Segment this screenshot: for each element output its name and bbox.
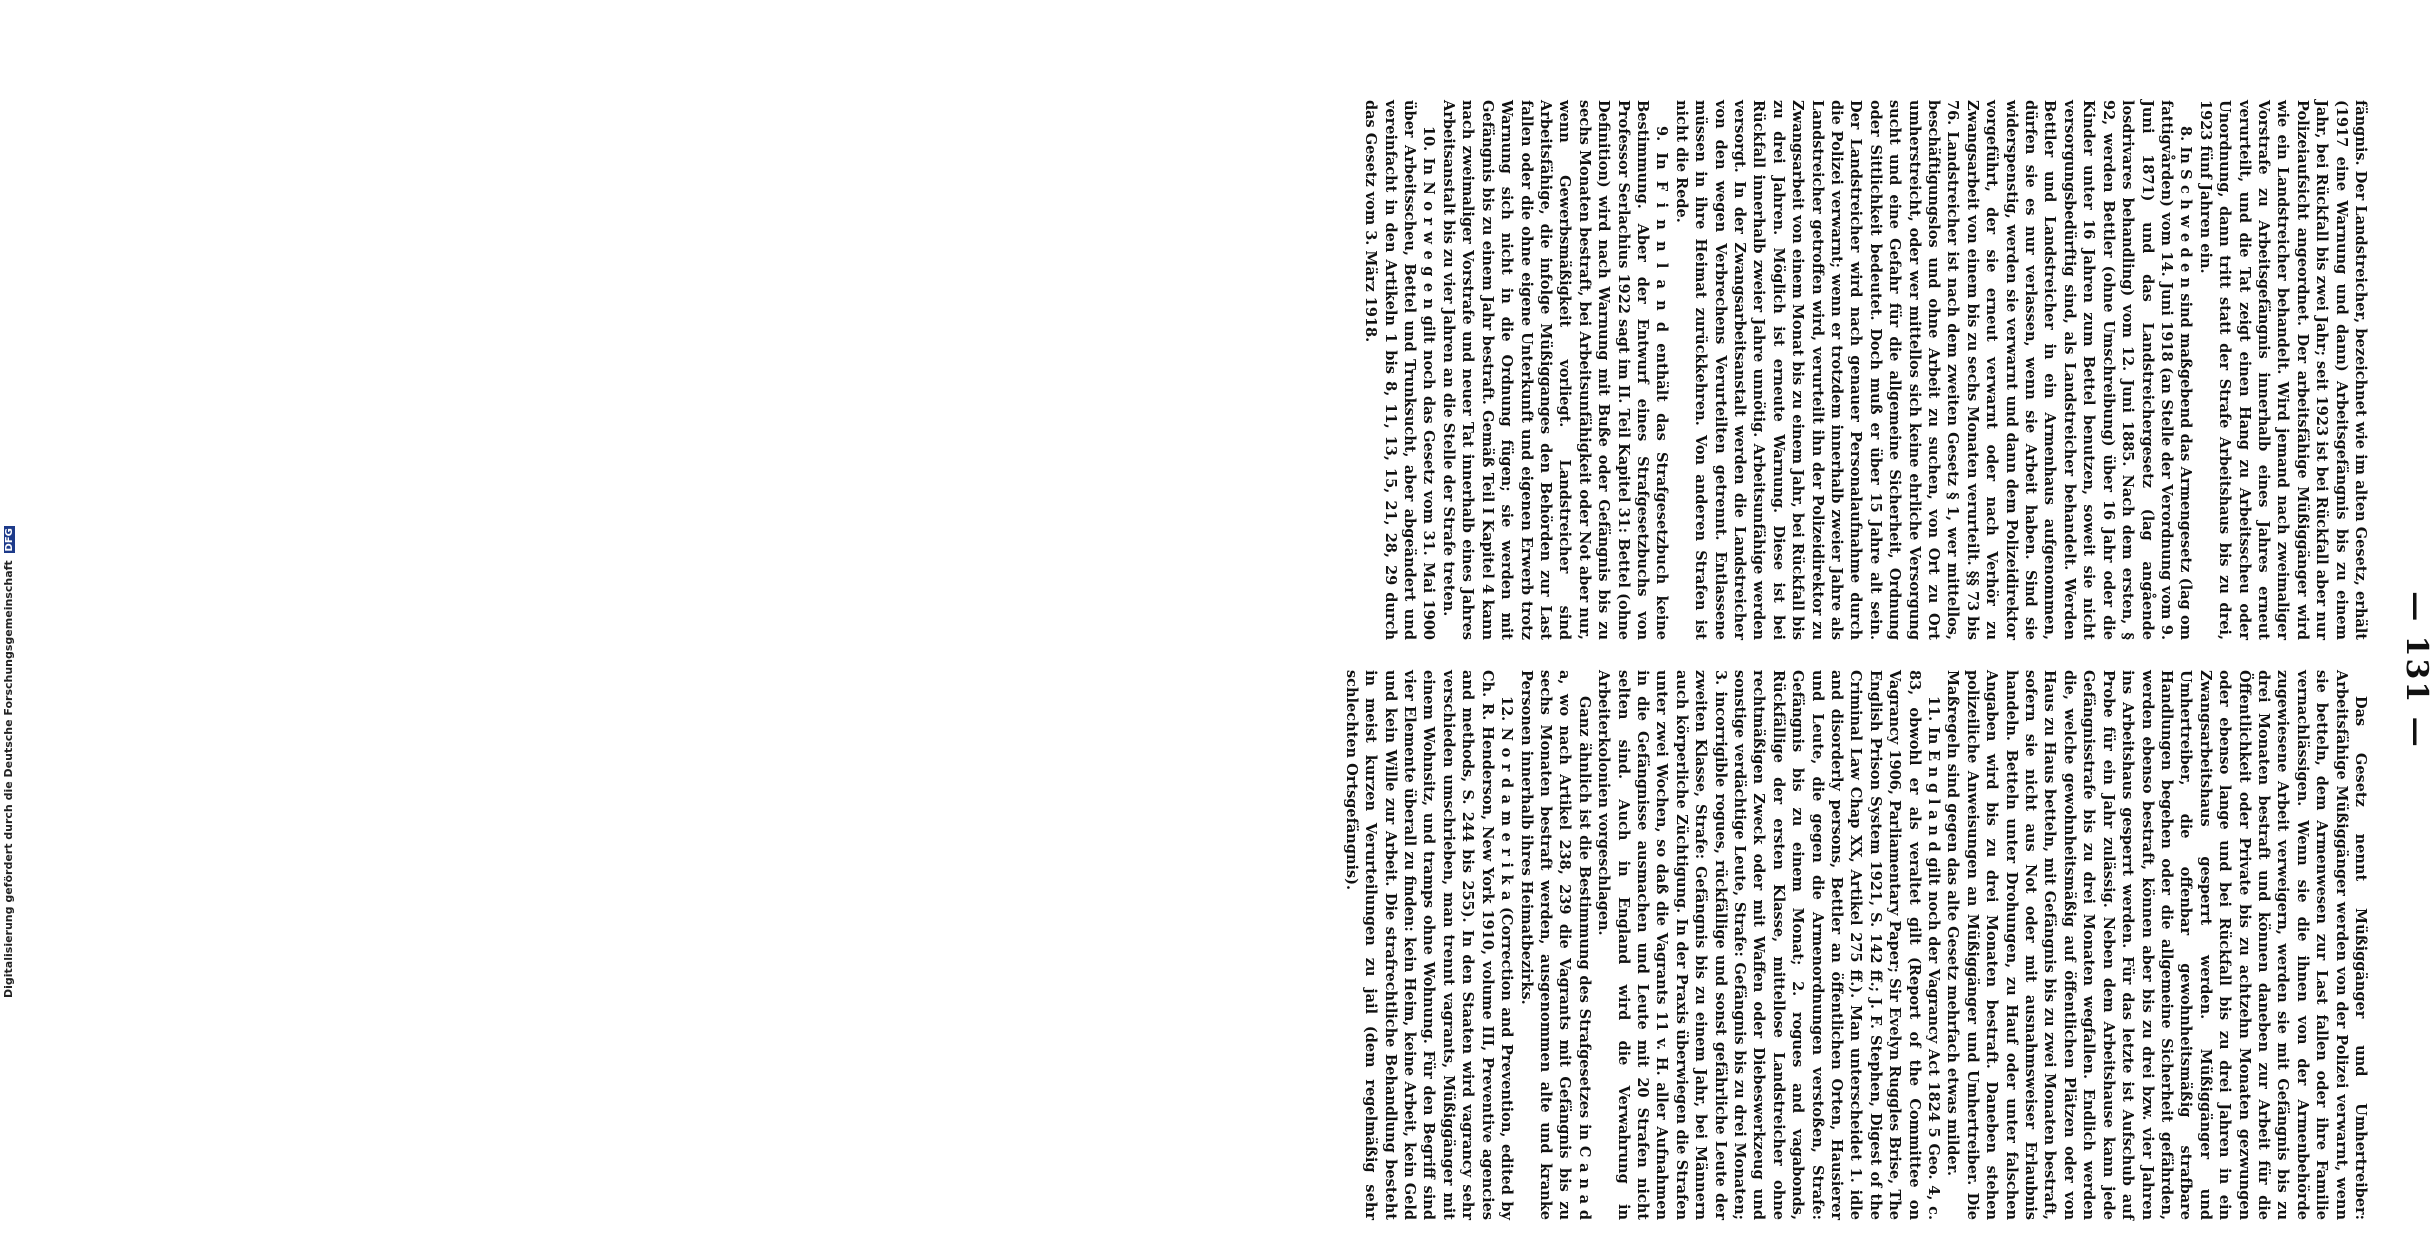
paragraph: 9. In F i n n l a n d enthält das Strafgesetzbuch keine Bestimmung. Aber der Entwurf eines Strafgesetzbuchs von Professor Serlachius 1922 sagt im II. Teil Kapitel 31: Bettel (ohne Definition) wird nach Warnung mit Buße oder Gefängnis bis zu sechs Monaten bestraft, bei Arbeitsunfähigkeit oder Not aber nur, wenn Gewerbsmäßigkeit vorliegt. Landstreicher sind Arbeitsfähige, die infolge Müßigganges den Behörden zur Last fallen oder die ohne eigene Unterkunft und eigenen Erwerb trotz Warnung sich nicht in die Ordnung fügen; sie werden mit Gefängnis bis zu einem Jahr bestraft. Gemäß Teil I Kapitel 4 kann nach zweimaliger Vorstrafe und neuer Tat innerhalb eines Jahres Arbeitsanstalt bis zu vier Jahren an die Stelle der Strafe treten. bbox=[1439, 100, 1671, 640]
left-column bbox=[1362, 100, 2370, 640]
dfg-logo: DFG bbox=[4, 528, 15, 552]
paragraph: Das Gesetz nennt Müßiggänger und Umhertreiber: Arbeitsfähige Müßiggänger werden von der Polizei verwarnt, wenn sie betteln, dem Armenwesen zur Last fallen oder ihre Familie vernachlässigen. Wenn sie die ihnen von der Armenbehörde zugewiesene Arbeit verweigern, werden sie mit Gefängnis bis zu drei Monaten bestraft und können daneben zur Arbeit für die Öffentlichkeit oder Private bis zu achtzehn Monaten gezwungen oder ebenso lange und bei Rückfall bis zu drei Jahren in ein Zwangsarbeitshaus gesperrt werden. Müßiggänger und Umhertreiber, die offenbar gewohnheitsmäßig strafbare Handlungen begehen oder die allgemeine Sicherheit gefährden, werden ebenso bestraft, können aber bis zu drei bzw. vier Jahren ins Arbeitshaus gesperrt werden. Für das letzte ist Aufschub auf Probe für ein Jahr zulässig. Neben dem Arbeitshause kann jede Gefängnisstrafe bis zu drei Monaten wegfallen. Endlich werden die, welche gewohnheitsmäßig auf öffentlichen Plätzen oder von Haus zu Haus betteln, mit Gefängnis bis zu zwei Monaten bestraft, sofern sie nicht aus Not oder mit ausnahmsweiser Erlaubnis handeln. Betteln unter Drohungen, zu Hauf oder unter falschen Angaben wird bis zu drei Monaten bestraft. Daneben stehen polizeiliche Anweisungen an Müßiggänger und Umhertreiber. Die Maßregeln sind gegen das alte Gesetz mehrfach etwas milder. bbox=[1944, 670, 2369, 1220]
paragraph: 8. In S c h w e d e n sind maßgebend das Armengesetz (lag om fattigvården) vom 14. Juni 1918 (an Stelle der Verordnung vom 9. Juni 1871) und das Landstreichergesetz (lag angående losdrivares behandling) vom 12. Juni 1885. Nach dem ersten, § 92, werden Bettler (ohne Umschreibung) über 16 Jahr oder die Kinder unter 16 Jahren zum Bettel benutzen, soweit sie nicht versorgungsbedürftig sind, als Landstreicher behandelt. Werden Bettler und Landstreicher in ein Armenhaus aufgenommen, dürfen sie es nur verlassen, wenn sie Arbeit haben. Sind sie widerspenstig, werden sie verwarnt und dann dem Polizeidirektor vorgeführt, der sie erneut verwarnt oder nach Verhör zu Zwangsarbeit von einem bis zu sechs Monaten verurteilt. §§ 73 bis 76. Landstreicher ist nach dem zweiten Gesetz § 1, wer mittellos, beschäftigungslos und ohne Arbeit zu suchen, von Ort zu Ort umherstreicht, oder wer mittellos sich keine ehrliche Versorgung sucht und eine Gefahr für die allgemeine Sicherheit, Ordnung oder Sittlichkeit bedeutet. Doch muß er über 15 Jahre alt sein. Der Landstreicher wird nach genauer Personalaufnahme durch die Polizei verwarnt; wenn er trotzdem innerhalb zweier Jahre als Landstreicher getroffen wird, verurteilt ihn der Polizeidirektor zu Zwangsarbeit von einem Monat bis zu einem Jahr, bei Rückfall bis zu drei Jahren. Möglich ist erneute Warnung. Diese ist bei Rückfall innerhalb zweier Jahre unnötig. Arbeitsunfähige werden versorgt. In der Zwangsarbeitsanstalt werden die Landstreicher von den wegen Verbrechens Verurteilten getrennt. Entlassene müssen in ihre Heimat zurückkehren. Von anderen Strafen ist nicht die Rede. bbox=[1672, 100, 2195, 640]
paragraph: 12. N o r d a m e r i k a (Correction and Prevention, edited by Ch. R. Henderson, New York 1910, volume III, Preventive agencies and methods, S. 244 bis 255). In den Staaten wird vagrancy sehr verschieden umschrieben, man trennt vagrants, Müßiggänger mit einem Wohnsitz, und tramps ohne Wohnung. Für den Begriff sind vier Elemente überall zu finden: kein Heim, keine Arbeit, kein Geld und kein Wille zur Arbeit. Die strafrechtliche Behandlung besteht in meist kurzen Verurteilungen zu jail (dem regelmäßig sehr schlechten Ortsgefängnis). bbox=[1342, 670, 1516, 1220]
digitization-credit bbox=[2, 528, 18, 998]
paragraph: fängnis. Der Landstreicher, bezeichnet wie im alten Gesetz, erhält (1917 eine Warnung und dann) Arbeitsgefängnis bis zu einem Jahr, bei Rückfall bis zwei Jahr; seit 1923 ist bei Rückfall aber nur Polizeiaufsicht angeordnet. Der arbeitsfähige Müßiggänger wird wie ein Landstreicher behandelt. Wird jemand nach zweimaliger Vorstrafe zu Arbeitsgefängnis innerhalb eines Jahres erneut verurteilt, und die Tat zeigt einen Hang zu Arbeitsscheu oder Unordnung, dann tritt statt der Strafe Arbeitshaus bis zu drei, 1923 fünf Jahren ein. bbox=[2196, 100, 2369, 640]
paragraph: Ganz ähnlich ist die Bestimmung des Strafgesetzes in C a n a d a, wo nach Artikel 238, 239 die Vagrants mit Gefängnis bis zu sechs Monaten bestraft werden, ausgenommen alte und kranke Personen innerhalb ihres Heimatbezirks. bbox=[1517, 670, 1593, 1220]
scanned-page bbox=[1342, 80, 2434, 1260]
page-number: — 131 — bbox=[2399, 591, 2434, 749]
paragraph: 11. In E n g l a n d gilt noch der Vagrancy Act 1824 5 Geo. 4, c. 83, obwohl er als veraltet gilt (Report of the Committee on Vagrancy 1906, Parliamentary Paper; Sir Evelyn Ruggles Brise, The English Prison System 1921, S. 142 ff.; J. F. Stephen, Digest of the Criminal Law Chap XX, Artikel 275 ff.). Man unterscheidet 1. idle and disorderly persons, Bettler an öffentlichen Orten, Hausierer und Leute, die gegen die Armenordnungen verstoßen, Strafe: Gefängnis bis zu einem Monat; 2. rogues and vagabonds, Rückfällige der ersten Klasse, mittellose Landstreicher ohne rechtmäßigen Zweck oder mit Waffen oder Diebeswerkzeug und sonstige verdächtige Leute, Strafe: Gefängnis bis zu drei Monaten; 3. incorrigible rogues, rückfällige und sonst gefährliche Leute der zweiten Klasse, Strafe: Gefängnis bis zu einem Jahr, bei Männern auch körperliche Züchtigung. In der Praxis überwiegen die Strafen unter zwei Wochen, so daß die Vagrants 11 v. H. aller Aufnahmen in die Gefängnisse ausmachen und Leute mit 20 Strafen nicht selten sind. Auch in England wird die Verwahrung in Arbeiterkolonien vorgeschlagen. bbox=[1595, 670, 1943, 1220]
credit-text: Digitalisierung gefördert durch die Deutsche Forschungsgemeinschaft bbox=[2, 560, 15, 998]
paragraph: 10. In N o r w e g e n gilt noch das Gesetz vom 31. Mai 1900 über Arbeitsscheu, Bettel und Trunksucht, aber abgeändert und vereinfacht in den Artikeln 1 bis 8, 11, 13, 15, 21, 28, 29 durch das Gesetz vom 3. März 1918. bbox=[1362, 100, 1438, 640]
right-column bbox=[1342, 670, 2370, 1220]
